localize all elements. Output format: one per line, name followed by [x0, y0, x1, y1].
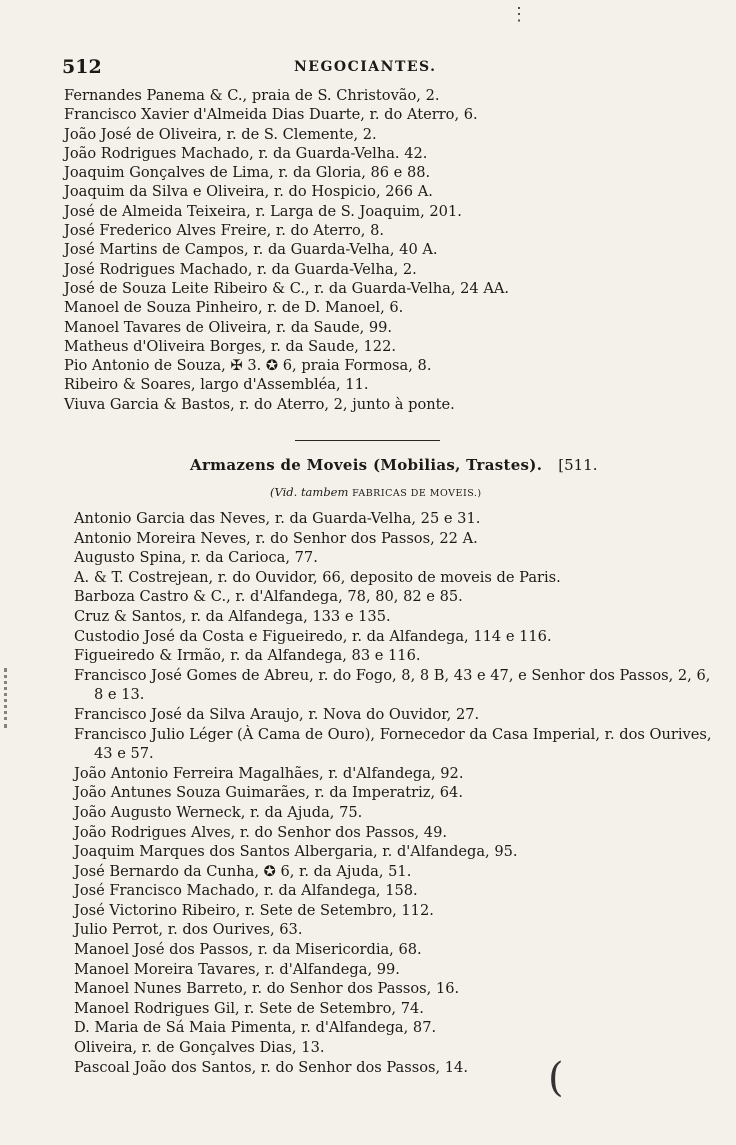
list-item: Manoel Moreira Tavares, r. d'Alfandega, 99. — [74, 960, 400, 978]
list-item: João José de Oliveira, r. de S. Clemente, 2. — [64, 125, 377, 143]
list-item: Joaquim Gonçalves de Lima, r. da Gloria, 86 e 88. — [64, 164, 431, 182]
subsection-number: [511. — [558, 456, 598, 474]
list-item: José de Almeida Teixeira, r. Larga de S. Joaquim, 201. — [64, 202, 462, 220]
list-item: José Francisco Machado, r. da Alfandega, 158. — [74, 882, 418, 900]
crossref-caps: FABRICAS DE MOVEIS.) — [352, 488, 482, 499]
list-item: Figueiredo & Irmão, r. da Alfandega, 83 e 116. — [74, 647, 421, 665]
crossref-prefix: (Vid. tambem — [270, 485, 349, 499]
list-item: Joaquim da Silva e Oliveira, r. do Hospicio, 266 A. — [64, 183, 433, 201]
merchant-list — [64, 86, 714, 414]
margin-stain — [4, 668, 29, 728]
list-item: Ribeiro & Soares, largo d'Assembléa, 11. — [64, 376, 369, 394]
list-item: José de Souza Leite Ribeiro & C., r. da Guarda-Velha, 24 AA. — [64, 279, 510, 297]
cross-reference — [270, 485, 482, 499]
section-divider — [295, 440, 440, 441]
list-item: Francisco José Gomes de Abreu, r. do Fogo, 8, 8 B, 43 e 47, e Senhor dos Passos, 2, 6, 8 e 13. — [74, 666, 711, 704]
list-item: José Martins de Campos, r. da Guarda-Velha, 40 A. — [64, 241, 438, 259]
list-item: Manoel de Souza Pinheiro, r. de D. Manoel, 6. — [64, 299, 404, 317]
list-item: José Rodrigues Machado, r. da Guarda-Velha, 2. — [64, 260, 417, 278]
list-item: João Rodrigues Alves, r. do Senhor dos Passos, 49. — [74, 823, 447, 841]
list-item: João Antonio Ferreira Magalhães, r. d'Alfandega, 92. — [74, 764, 464, 782]
list-item: Francisco José da Silva Araujo, r. Nova do Ouvidor, 27. — [74, 705, 480, 723]
subsection-heading — [190, 456, 598, 474]
list-item: Manoel Rodrigues Gil, r. Sete de Setembro, 74. — [74, 999, 424, 1017]
list-item: D. Maria de Sá Maia Pimenta, r. d'Alfandega, 87. — [74, 1019, 437, 1037]
list-item: João Antunes Souza Guimarães, r. da Imperatriz, 64. — [74, 784, 463, 802]
list-item: Viuva Garcia & Bastos, r. do Aterro, 2, junto à ponte. — [64, 395, 455, 413]
list-item: Manoel José dos Passos, r. da Misericordia, 68. — [74, 941, 422, 959]
list-item: Matheus d'Oliveira Borges, r. da Saude, 122. — [64, 337, 396, 355]
list-item: José Victorino Ribeiro, r. Sete de Setembro, 112. — [74, 901, 434, 919]
list-item: Fernandes Panema & C., praia de S. Christovão, 2. — [64, 87, 440, 104]
list-item: Antonio Moreira Neves, r. do Senhor dos Passos, 22 A. — [74, 529, 478, 547]
section-title: NEGOCIANTES. — [294, 59, 437, 75]
list-item: João Augusto Werneck, r. da Ajuda, 75. — [74, 803, 363, 821]
list-item: A. & T. Costrejean, r. do Ouvidor, 66, deposito de moveis de Paris. — [74, 568, 561, 586]
subsection-title: Armazens de Moveis (Mobilias, Trastes). — [190, 456, 543, 474]
list-item: Pascoal João dos Santos, r. do Senhor dos Passos, 14. — [74, 1058, 468, 1076]
furniture-store-list — [74, 509, 724, 1077]
pencil-mark: ( — [548, 1055, 564, 1101]
list-item: Joaquim Marques dos Santos Albergaria, r. d'Alfandega, 95. — [74, 843, 518, 861]
page-number: 512 — [62, 56, 102, 78]
ink-specks: ⋮ — [510, 4, 528, 25]
list-item: José Frederico Alves Freire, r. do Aterro, 8. — [64, 222, 385, 240]
list-item: Barboza Castro & C., r. d'Alfandega, 78, 80, 82 e 85. — [74, 588, 463, 606]
list-item: Augusto Spina, r. da Carioca, 77. — [74, 549, 318, 567]
list-item: Julio Perrot, r. dos Ourives, 63. — [74, 921, 303, 939]
list-item: Francisco Xavier d'Almeida Dias Duarte, r. do Aterro, 6. — [64, 106, 478, 124]
page-header — [62, 56, 622, 80]
list-item: Pio Antonio de Souza, ✠ 3. ✪ 6, praia Formosa, 8. — [64, 357, 432, 375]
list-item: José Bernardo da Cunha, ✪ 6, r. da Ajuda, 51. — [74, 862, 412, 880]
list-item: Antonio Garcia das Neves, r. da Guarda-Velha, 25 e 31. — [74, 510, 481, 527]
list-item: Custodio José da Costa e Figueiredo, r. da Alfandega, 114 e 116. — [74, 627, 552, 645]
list-item: Manoel Nunes Barreto, r. do Senhor dos Passos, 16. — [74, 980, 460, 998]
list-item: Cruz & Santos, r. da Alfandega, 133 e 135. — [74, 607, 391, 625]
list-item: Manoel Tavares de Oliveira, r. da Saude, 99. — [64, 318, 393, 336]
list-item: Francisco Julio Léger (À Cama de Ouro), Fornecedor da Casa Imperial, r. dos Ourives, 43 e 57. — [74, 725, 712, 763]
list-item: João Rodrigues Machado, r. da Guarda-Velha. 42. — [64, 144, 428, 162]
list-item: Oliveira, r. de Gonçalves Dias, 13. — [74, 1039, 325, 1057]
